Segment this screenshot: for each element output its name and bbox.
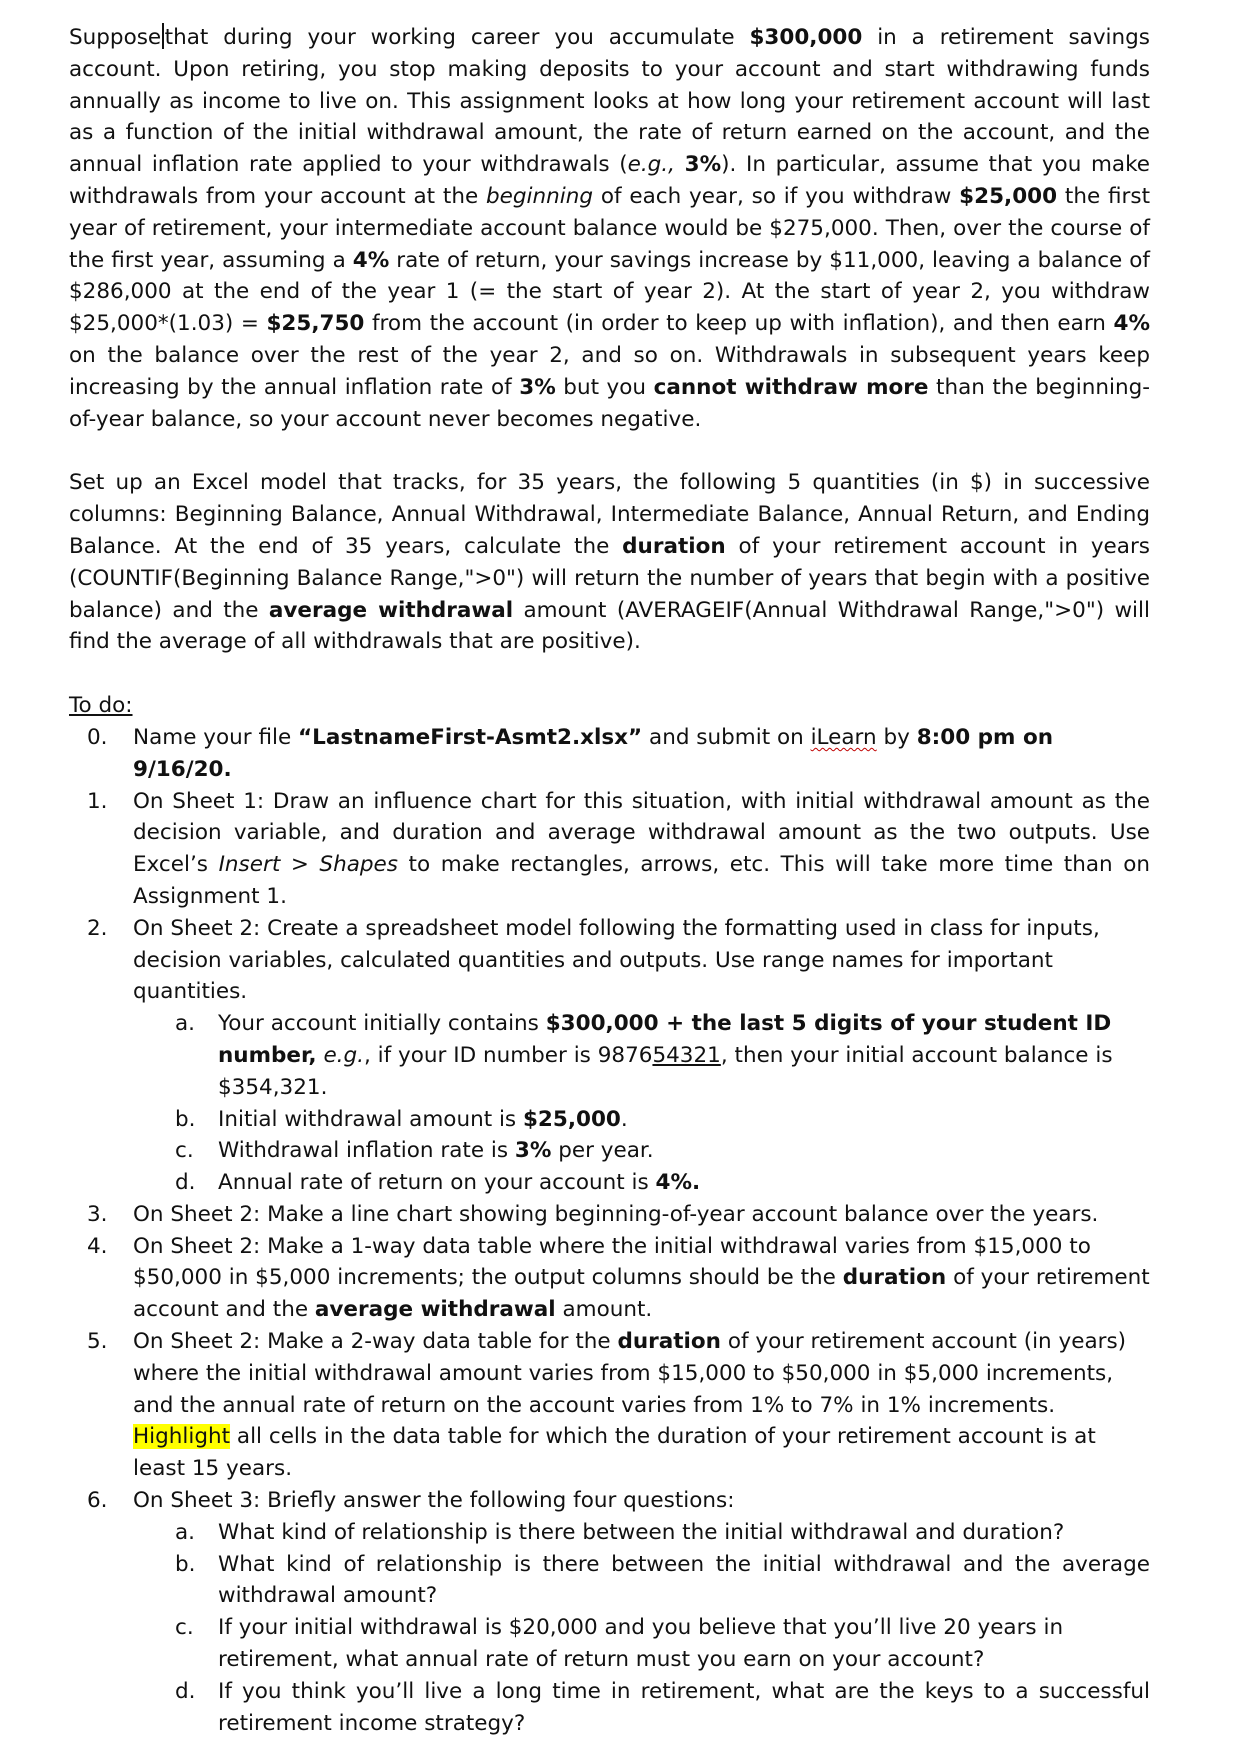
sub-item-letter: a. xyxy=(175,1011,196,1037)
todo-item-2: 2. On Sheet 2: Create a spreadsheet model following the formatting used in class for inputs, decision variables, calculated quantities and outputs. Use range names for important quantities. xyxy=(69,913,1150,1008)
todo-item-3: 3. On Sheet 2: Make a line chart showing beginning-of-year account balance over the years. xyxy=(69,1199,1150,1231)
sub-item-letter: d. xyxy=(175,1678,196,1704)
todo-item-6d: d. If you think you’ll live a long time in retirement, what are the keys to a successful retirement income strategy? xyxy=(69,1676,1150,1739)
todo-heading: To do: xyxy=(69,693,133,719)
ilearn-misspelled-word: iLearn xyxy=(810,724,877,750)
todo-item-6: 6. On Sheet 3: Briefly answer the following four questions: xyxy=(69,1485,1150,1517)
intro-paragraph: Suppose that during your working career you accumulate $300,000 in a retirement savings account. Upon retiring, you stop making deposits to your account and start withdrawing funds annually as income to live on. This assignment looks at how long your retirement account will last as a function of the initial withdrawal amount, the rate of return earned on the account, and the annual inflation rate applied to your withdrawals (e.g., 3%). In particular, assume that you make withdrawals from your account at the beginning of each year, so if you withdraw $25,000 the first year of retirement, your intermediate account balance would be $275,000. Then, over the course of the first year, assuming a 4% rate of return, your savings increase by $11,000, leaving a balance of $286,000 at the end of the year 1 (= the start of year 2). At the start of year 2, you withdraw $25,000*(1.03) = $25,750 from the account (in order to keep up with inflation), and then earn 4% on the balance over the rest of the year 2, and so on. Withdrawals in subsequent years keep increasing by the annual inflation rate of 3% but you cannot withdraw more than the beginning-of-year balance, so your account never becomes negative. xyxy=(69,25,1151,432)
sub-item-letter: c. xyxy=(175,1615,194,1641)
item-number: 0. xyxy=(87,724,108,750)
item-number: 5. xyxy=(87,1329,108,1355)
sub-item-letter: b. xyxy=(175,1106,196,1132)
todo-item-4: 4. On Sheet 2: Make a 1-way data table where the initial withdrawal varies from $15,000 to $50,000 in $5,000 increments; the output columns should be the duration of your retirement account and the average withdrawal amount. xyxy=(69,1231,1150,1326)
todo-item-6c: c. If your initial withdrawal is $20,000 and you believe that you’ll live 20 years in retirement, what annual rate of return must you earn on your account? xyxy=(69,1612,1150,1676)
item-number: 3. xyxy=(87,1201,108,1227)
todo-list xyxy=(69,722,1150,1739)
todo-item-6b: b. What kind of relationship is there between the initial withdrawal and the average withdrawal amount? xyxy=(69,1549,1150,1613)
todo-item-5: 5. On Sheet 2: Make a 2-way data table for the duration of your retirement account (in years) where the initial withdrawal amount varies from $15,000 to $50,000 in $5,000 increments, and the annual rate of return on the account varies from 1% to 7% in 1% increments. Highlight all cells in the data table for which the duration of your retirement account is at least 15 years. xyxy=(69,1326,1150,1485)
todo-item-6a: a. What kind of relationship is there between the initial withdrawal and duration? xyxy=(69,1517,1150,1549)
todo-item-2a: a. Your account initially contains $300,000 + the last 5 digits of your student ID number, e.g., if your ID number is 987654321, then your initial account balance is $354,321. xyxy=(69,1008,1150,1103)
todo-item-2b: b. Initial withdrawal amount is $25,000. xyxy=(69,1104,1150,1136)
highlighted-word: Highlight xyxy=(133,1424,231,1450)
todo-item-2c: c. Withdrawal inflation rate is 3% per year. xyxy=(69,1135,1150,1167)
item-number: 2. xyxy=(87,915,108,941)
sub-item-letter: b. xyxy=(175,1551,196,1577)
item-number: 1. xyxy=(87,788,108,814)
sub-item-letter: c. xyxy=(175,1138,194,1164)
item-number: 6. xyxy=(87,1488,108,1514)
excel-model-paragraph: Set up an Excel model that tracks, for 35 years, the following 5 quantities (in $) in successive columns: Beginning Balance, Annual Withdrawal, Intermediate Balance, Annual Return, and Ending Balance. At the end of 35 years, calculate the duration of your retirement account in years (COUNTIF(Beginning Balance Range,">0") will return the number of years that begin with a positive balance) and the average withdrawal amount (AVERAGEIF(Annual Withdrawal Range,">0") will find the average of all withdrawals that are positive). xyxy=(69,470,1150,655)
text-cursor xyxy=(162,23,164,49)
todo-item-1: 1. On Sheet 1: Draw an influence chart for this situation, with initial withdrawal amount as the decision variable, and duration and average withdrawal amount as the two outputs. Use Excel’s Insert > Shapes to make rectangles, arrows, etc. This will take more time than on Assignment 1. xyxy=(69,786,1150,913)
sub-item-letter: d. xyxy=(175,1170,196,1196)
todo-item-0: 0. Name your file “LastnameFirst-Asmt2.xlsx” and submit on iLearn by 8:00 pm on 9/16/20. xyxy=(69,722,1150,786)
item-number: 4. xyxy=(87,1233,108,1259)
todo-item-2d: d. Annual rate of return on your account is 4%. xyxy=(69,1167,1150,1199)
sub-item-letter: a. xyxy=(175,1519,196,1545)
